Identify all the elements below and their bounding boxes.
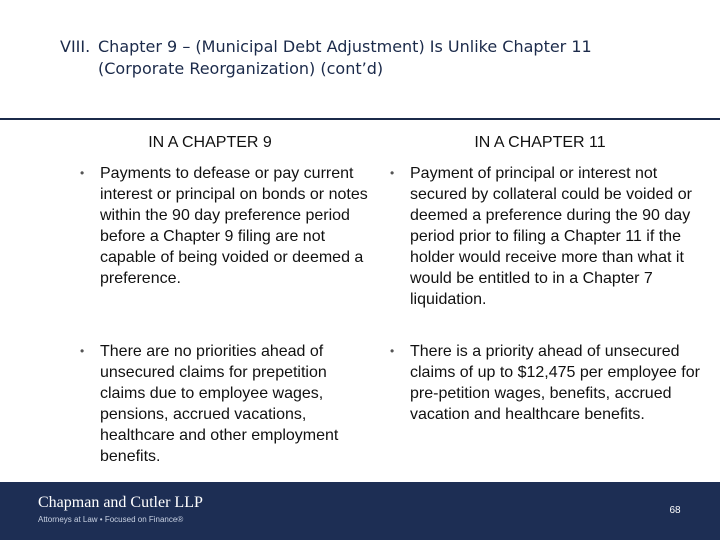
bullet-glyph: • — [80, 344, 85, 358]
page-number: 68 — [669, 505, 681, 516]
bullet-text: There are no priorities ahead of unsecured claims for prepetition claims due to employee wages, pensions, accrued vacations, healthcare and other employment benefits. — [100, 343, 339, 465]
title-divider — [0, 118, 720, 120]
bullet-glyph: • — [390, 344, 395, 358]
bullet-text: Payments to defease or pay current interest or principal on bonds or notes within the 90 day preference period before a Chapter 9 filing are not capable of being voided or deemed a preference. — [100, 165, 368, 287]
bullet-glyph: • — [80, 166, 85, 180]
section-number: VIII. — [60, 37, 91, 56]
bullet-text: Payment of principal or interest not secured by collateral could be voided or deemed a preference during the 90 day period prior to filing a Chapter 11 if the holder would receive more than what it would be entitled to in a Chapter 7 liquidation. — [410, 165, 692, 308]
firm-logo: Chapman and Cutler LLP — [38, 494, 203, 511]
bullet-text: There is a priority ahead of unsecured claims of up to $12,475 per employee for pre-petition wages, benefits, accrued vacation and healthcare benefits. — [410, 343, 700, 423]
chapter-11-heading: IN A CHAPTER 11 — [474, 134, 606, 151]
title-text: Chapter 9 – (Municipal Debt Adjustment) Is Unlike Chapter 11 (Corporate Reorganization) (cont’d) — [98, 37, 592, 78]
firm-tagline: Attorneys at Law • Focused on Finance® — [38, 515, 184, 524]
bullet-glyph: • — [390, 166, 395, 180]
chapter-9-heading: IN A CHAPTER 9 — [148, 134, 272, 151]
